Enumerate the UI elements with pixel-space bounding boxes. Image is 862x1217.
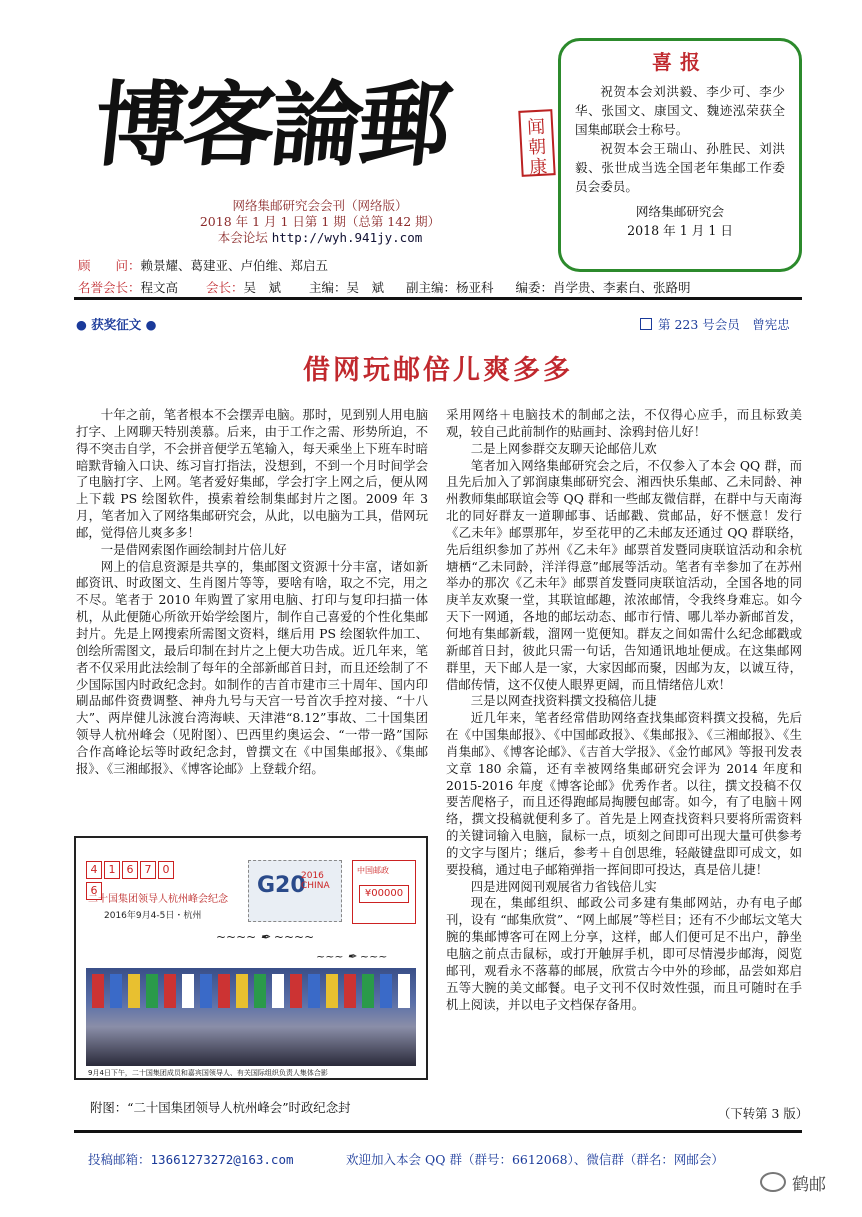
flag-shape — [218, 974, 230, 1008]
wechat-icon — [760, 1172, 786, 1192]
board-label: 编委： — [515, 280, 554, 295]
flag-shape — [110, 974, 122, 1008]
article-left-column — [76, 407, 428, 778]
figure-caption: 附图：“二十国集团领导人杭州峰会”时政纪念封 — [90, 1100, 351, 1115]
flag-shape — [128, 974, 140, 1008]
publication-info — [170, 198, 470, 246]
section-label — [76, 315, 157, 333]
deputy-label: 副主编： — [406, 280, 457, 295]
section-title: 获奖征文 — [91, 317, 142, 332]
board-names: 肖学贵、李素白、张路明 — [553, 280, 691, 295]
forum-label: 本会论坛 — [217, 230, 268, 245]
subtitle: 网络集邮研究会会刊（网络版） — [232, 198, 408, 213]
advisors-names: 赖景耀、葛建亚、卢伯维、郑启五 — [140, 258, 329, 273]
cover-title: 二十国集团领导人杭州峰会纪念 — [88, 894, 228, 905]
flag-shape — [290, 974, 302, 1008]
flag-shape — [380, 974, 392, 1008]
email-label: 投稿邮箱： — [88, 1152, 151, 1167]
flag-shape — [164, 974, 176, 1008]
announcement-org: 网络集邮研究会 — [635, 204, 725, 219]
subheading: 三是以网查找资料撰文投稿倍儿捷 — [470, 693, 657, 709]
flag-shape — [398, 974, 410, 1008]
postcode-digit: 0 — [158, 861, 174, 879]
submission-email — [88, 1150, 294, 1168]
postage-label: 中国邮政 — [357, 866, 389, 875]
photo-caption: 9月4日下午，二十国集团成员和嘉宾国领导人、有关国际组织负责人集体合影 — [88, 1069, 328, 1077]
g20-stamp — [248, 860, 342, 922]
postcode-boxes — [86, 858, 178, 897]
announcement-date: 2018 年 1 月 1 日 — [627, 223, 733, 238]
flag-shape — [92, 974, 104, 1008]
flag-shape — [272, 974, 284, 1008]
editor-label: 主编： — [309, 280, 347, 295]
handwritten-signature: ~~~ ✒ ~~~ — [316, 950, 388, 963]
checkbox-icon — [640, 318, 652, 330]
email-link[interactable]: 13661273272@163.com — [150, 1152, 294, 1167]
paragraph: 笔者加入网络集邮研究会之后，不仅参入了本会 QQ 群，而且先后加入了郭润康集邮研究会、湘西快乐集邮、乙未同龄、神州教师集邮联谊会等 QQ 群和一些邮友微信群，在群中与天南海北的同好群友一道聊邮事、话邮戳、赏邮品，好不惬意！发行《乙未年》邮票那年，岁至花甲的乙未邮友还通过 QQ 群联络，先后组织参加了苏州《乙未年》邮票首发暨同庚联谊活动和余杭塘栖“乙未同龄，洋洋得意”邮展等活动。笔者有幸参加了在苏州举办的那次《乙未年》邮票首发暨同庚联谊活动，全国各地的同庚羊友欢聚一堂，其联谊邮趣，浓浓邮情，令我终身难忘。如今天下一网通，各地的邮坛动态、邮市行情、哪儿举办新邮首发，何地有集邮新载，溜网一览便知。群友之间如需什么纪念邮戳或新邮首日封，彼此只需一句话，告知通讯地址便成。在这集邮网群里，天下邮人是一家，大家因邮而聚，因邮为友，以诚互待，借邮传情，这不仅使人眼界更阔，而且情绪倍儿欢！ — [446, 457, 802, 692]
group-photo — [86, 968, 416, 1066]
flag-shape — [254, 974, 266, 1008]
flag-shape — [236, 974, 248, 1008]
bottom-divider — [74, 1130, 802, 1133]
g20-text: G20 — [257, 873, 306, 898]
handwritten-signature: ~~~~ ✒ ~~~~ — [216, 930, 315, 944]
flag-shape — [200, 974, 212, 1008]
flag-shape — [182, 974, 194, 1008]
paragraph: 网上的信息资源是共享的，集邮图文资源十分丰富，诸如新邮资讯、时政图文、生肖图片等等，要啥有啥，取之不完，用之不尽。笔者于 2010 年购置了家用电脑、打印与复印扫描一体机，从此便随心所欲开始学绘图片，制作自己喜爱的个性化集邮封片。先是上网搜索所需图文资料，继后用 PS 绘图软件加工、创绘所需图文，最后印制在封片之上便大功告成。近几年来，笔者不仅采用此法绘制了每年的全部新邮首日封，而且还绘制了不少国际国内时政纪念封。如制作的吉首市建市三十周年、国内印刷品邮件资费调整、神舟九号与天宫一号首次手控对接、“十八大”、两岸健儿泳渡台湾海峡、天津港“8.12”事故、二十国集团领导人杭州峰会（见附图）、巴西里约奥运会、“一带一路”国际合作高峰论坛等时政纪念封，曾撰文在《中国集邮报》、《集邮报》、《三湘邮报》、《博客论邮》上登载介绍。 — [76, 558, 428, 776]
advisors-label: 顾 问： — [78, 258, 141, 273]
top-divider — [74, 297, 802, 300]
honorary-name: 程文高 — [140, 280, 179, 295]
china-text: 2016 CHINA — [301, 871, 330, 891]
paragraph: 近几年来，笔者经常借助网络查找集邮资料撰文投稿，先后在《中国集邮报》、《中国邮政报》、《集邮报》、《三湘邮报》、《生肖集邮》、《博客论邮》、《吉首大学报》、《金竹邮风》等报刊发表文章 180 余篇，还有幸被网络集邮研究会评为 2014 年度和 2015-2016 年度《博客论邮》优秀作者。以往，撰文投稿不仅要苦爬格子，而且还得跑邮局掏腰包邮寄。如今，有了电脑＋网络，撰文投稿就便利多了。首先是上网查找资料只要将所需资料的关键词输入电脑，鼠标一点，顷刻之间即可出现大量可供参考的文字与图片；继后，参考＋自创思维，轻敲键盘即可成文，如要投稿，通过电子邮箱弹指一挥间即可投达，真是倍儿捷！ — [446, 710, 802, 877]
announcement-title: 喜报 — [652, 50, 708, 74]
cover-date: 2016年9月4-5日・杭州 — [104, 911, 202, 921]
president-label: 会长： — [206, 280, 244, 295]
subheading: 一是借网索图作画绘制封片倍儿好 — [100, 541, 287, 557]
flag-shape — [344, 974, 356, 1008]
postcode-digit: 6 — [86, 882, 102, 900]
postcode-digit: 7 — [140, 861, 156, 879]
bullet-icon: ● — [145, 317, 157, 332]
subheading: 四是进网阅刊观展省力省钱倍儿实 — [470, 878, 657, 894]
announcement-para-2: 祝贺本会王瑞山、孙胜民、刘洪毅、张世成当选全国老年集邮工作委员会委员。 — [575, 141, 785, 194]
postage-indicium — [352, 860, 416, 924]
president-name: 吴 斌 — [243, 280, 282, 295]
masthead-title: 博客論郵 — [89, 71, 453, 179]
postcode-digit: 4 — [86, 861, 102, 879]
join-groups-text: 欢迎加入本会 QQ 群（群号：6612068）、微信群（群名：网邮会） — [346, 1152, 724, 1167]
flag-shape — [308, 974, 320, 1008]
postcode-digit: 6 — [122, 861, 138, 879]
watermark — [760, 1170, 826, 1195]
commemorative-cover-figure — [74, 836, 428, 1080]
author-byline — [640, 315, 790, 333]
honorary-label: 名誉会长： — [78, 280, 141, 295]
paragraph: 现在，集邮组织、邮政公司多建有集邮网站，办有电子邮刊，设有 “邮集欣赏”、“网上邮展”等栏目；还有不少邮坛文笔大腕的集邮博客可在网上分享，这样，邮人们便可足不出户，静坐电脑之前点击鼠标，或打开触屏手机，即可尽情漫步邮海，阅览邮刊，观看永不落幕的邮展，欣赏古今中外的珍邮，品尝如郑启五等大腕的美文邮餐。电子文刊不仅时效性强，而且可随时在手机上阅读，并以电子文档保存备用。 — [446, 895, 802, 1012]
flag-shape — [146, 974, 158, 1008]
author-name: 第 223 号会员 曾宪忠 — [658, 317, 790, 332]
forum-line — [170, 230, 470, 246]
paragraph: 采用网络＋电脑技术的制邮之法，不仅得心应手，而且标致美观，较自己此前制作的贴画封、涂鸦封倍儿好！ — [446, 407, 802, 439]
flag-shape — [362, 974, 374, 1008]
staff-advisors-row — [78, 256, 328, 274]
paragraph: 十年之前，笔者根本不会摆弄电脑。那时，见到别人用电脑打字、上网聊天特别羡慕。后来，由于工作之需、形势所迫，不得不突击自学，不会拼音便学五笔输入，每天乘坐上下班车时暗暗默背输入口诀、练习盲打指法，没想到，不到一个月时间学会了电脑打字、上网。笔者爱好集邮，学会打字上网之后，便从网上下载 PS 绘图软件，摸索着绘制集邮封片之图。2009 年 3 月，笔者加入了网络集邮研究会，从此，以电脑为工具，借网玩邮，觉得倍儿爽多多！ — [76, 407, 428, 540]
flag-shape — [326, 974, 338, 1008]
seal-stamp: 闻朝康 — [518, 109, 555, 177]
subheading: 二是上网参群交友聊天论邮倍儿欢 — [470, 440, 657, 456]
article-right-column — [446, 407, 802, 1013]
staff-officers-row — [78, 278, 691, 296]
continued-note: （下转第 3 版） — [718, 1106, 809, 1121]
deputy-name: 杨亚科 — [456, 280, 494, 295]
watermark-text: 鹤邮 — [792, 1175, 826, 1195]
editor-name: 吴 斌 — [346, 280, 385, 295]
bullet-icon: ● — [76, 317, 87, 332]
announcement-para-1: 祝贺本会刘洪毅、李少可、李少华、张国文、康国文、魏迹泓荣获全国集邮联会士称号。 — [575, 84, 785, 137]
forum-url-link[interactable]: http://wyh.941jy.com — [271, 230, 423, 245]
announcement-box — [558, 38, 802, 272]
postage-amount: ¥00000 — [359, 885, 409, 903]
issue-line: 2018 年 1 月 1 日第 1 期（总第 142 期） — [199, 214, 441, 229]
postcode-digit: 1 — [104, 861, 120, 879]
article-headline: 借网玩邮倍儿爽多多 — [303, 355, 573, 386]
